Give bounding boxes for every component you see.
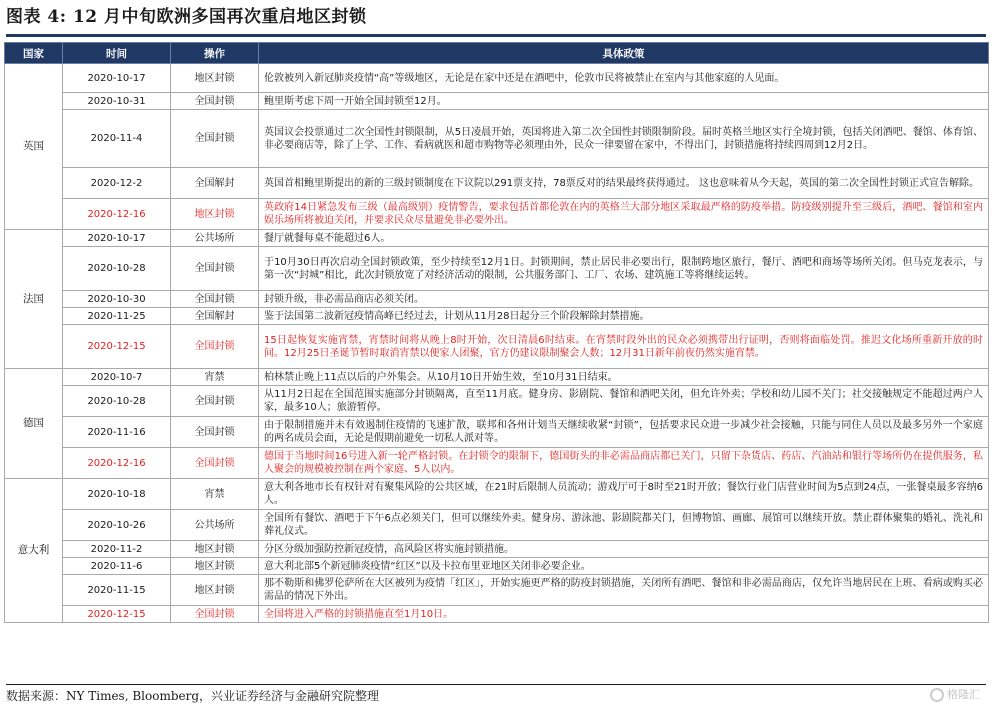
watermark-text: 格隆汇 — [947, 688, 980, 701]
policy-cell: 鉴于法国第二波新冠疫情高峰已经过去，计划从11月28日起分三个阶段解除封禁措施。 — [259, 308, 989, 325]
action-cell: 全国封锁 — [171, 417, 259, 448]
header-country: 国家 — [5, 43, 63, 64]
table-row — [5, 64, 989, 93]
action-cell: 宵禁 — [171, 369, 259, 386]
action-cell: 全国解封 — [171, 308, 259, 325]
policy-cell: 于10月30日再次启动全国封锁政策，至少持续至12月1日。封锁期间，禁止居民非必要出行，限制跨地区旅行，餐厅、酒吧和商场等场所关闭。但马克龙表示，与第一次“封城”相比，此次封锁放宽了对经济活动的限制，公共服务部门、工厂、农场、建筑施工等将继续运转。 — [259, 247, 989, 291]
policy-table — [4, 42, 989, 623]
table-row — [5, 448, 989, 479]
policy-cell: 柏林禁止晚上11点以后的户外集会。从10月10日开始生效，至10月31日结束。 — [259, 369, 989, 386]
table-row — [5, 606, 989, 623]
date-cell: 2020-10-28 — [63, 247, 171, 291]
action-cell: 地区封锁 — [171, 64, 259, 93]
action-cell: 全国封锁 — [171, 606, 259, 623]
date-cell: 2020-10-17 — [63, 230, 171, 247]
policy-cell: 餐厅就餐每桌不能超过6人。 — [259, 230, 989, 247]
policy-cell: 分区分级加强防控新冠疫情，高风险区将实施封锁措施。 — [259, 541, 989, 558]
table-row — [5, 386, 989, 417]
date-cell: 2020-10-26 — [63, 510, 171, 541]
table-row — [5, 93, 989, 110]
watermark — [930, 686, 980, 704]
policy-cell: 封锁升级，非必需品商店必须关闭。 — [259, 291, 989, 308]
date-cell: 2020-10-18 — [63, 479, 171, 510]
table-row — [5, 110, 989, 168]
policy-cell: 15日起恢复实施宵禁，宵禁时间将从晚上8时开始，次日清晨6时结束。在宵禁时段外出的民众必须携带出行证明，否则将面临处罚。推迟文化场所重新开放的时间。12月25日圣诞节暂时取消宵禁以便家人团聚，官方仍建议限制聚会人数；12月31日新年前夜仍然实施宵禁。 — [259, 325, 989, 369]
date-cell: 2020-11-4 — [63, 110, 171, 168]
title-divider — [6, 34, 986, 37]
policy-cell: 德国于当地时间16号进入新一轮严格封锁。在封锁令的限制下，德国街头的非必需品商店都已关门，只留下杂货店、药店、汽油站和银行等场所仍在提供服务，私人聚会的规模被控制在两个家庭、5人以内。 — [259, 448, 989, 479]
table-row — [5, 199, 989, 230]
policy-cell: 全国所有餐饮、酒吧于下午6点必须关门，但可以继续外卖。健身房、游泳池、影剧院都关门，但博物馆、画廊、展馆可以继续开放。禁止群体聚集的婚礼、洗礼和葬礼仪式。 — [259, 510, 989, 541]
header-policy: 具体政策 — [259, 43, 989, 64]
table-row — [5, 308, 989, 325]
action-cell: 全国封锁 — [171, 291, 259, 308]
policy-cell: 全国将进入严格的封锁措施直至1月10日。 — [259, 606, 989, 623]
action-cell: 公共场所 — [171, 230, 259, 247]
date-cell: 2020-10-7 — [63, 369, 171, 386]
table-row — [5, 325, 989, 369]
action-cell: 全国封锁 — [171, 93, 259, 110]
action-cell: 地区封锁 — [171, 541, 259, 558]
header-action: 操作 — [171, 43, 259, 64]
policy-cell: 英政府14日紧急发布三级（最高级别）疫情警告，要求包括首都伦敦在内的英格兰大部分地区采取最严格的防疫举措。防疫级别提升至三级后，酒吧、餐馆和室内娱乐场所将被迫关闭，并要求民众尽量避免非必要外出。 — [259, 199, 989, 230]
date-cell: 2020-11-16 — [63, 417, 171, 448]
table-header-row — [5, 43, 989, 64]
date-cell: 2020-12-15 — [63, 325, 171, 369]
policy-cell: 英国首相鲍里斯提出的新的三级封锁制度在下议院以291票支持，78票反对的结果最终获得通过。 这也意味着从今天起，英国的第二次全国性封锁正式宣告解除。 — [259, 168, 989, 199]
date-cell: 2020-11-25 — [63, 308, 171, 325]
policy-cell: 伦敦被列入新冠肺炎疫情“高”等级地区，无论是在家中还是在酒吧中，伦敦市民将被禁止在室内与其他家庭的人见面。 — [259, 64, 989, 93]
action-cell: 地区封锁 — [171, 199, 259, 230]
policy-cell: 从11月2日起在全国范围实施部分封锁隔离，直至11月底。健身房、影剧院、餐馆和酒吧关闭，但允许外卖；学校和幼儿园不关门；社交接触规定不能超过两户人家，最多10人；旅游暂停。 — [259, 386, 989, 417]
country-cell: 英国 — [5, 64, 63, 230]
table-row — [5, 230, 989, 247]
action-cell: 全国封锁 — [171, 386, 259, 417]
action-cell: 全国封锁 — [171, 110, 259, 168]
policy-cell: 那不勒斯和佛罗伦萨所在大区被列为疫情「红区」，开始实施更严格的防疫封锁措施，关闭所有酒吧、餐馆和非必需品商店，仅允许当地居民在上班、看病或购买必需品的情况下外出。 — [259, 575, 989, 606]
table-row — [5, 558, 989, 575]
table-body — [5, 64, 989, 623]
source-note: 数据来源：NY Times, Bloomberg，兴业证券经济与金融研究院整理 — [6, 689, 380, 703]
footer — [6, 684, 986, 706]
date-cell: 2020-12-16 — [63, 199, 171, 230]
table-row — [5, 575, 989, 606]
action-cell: 地区封锁 — [171, 558, 259, 575]
table-row — [5, 541, 989, 558]
action-cell: 地区封锁 — [171, 575, 259, 606]
country-cell: 意大利 — [5, 479, 63, 623]
date-cell: 2020-10-30 — [63, 291, 171, 308]
action-cell: 公共场所 — [171, 510, 259, 541]
action-cell: 宵禁 — [171, 479, 259, 510]
policy-cell: 鲍里斯考虑下周一开始全国封锁至12月。 — [259, 93, 989, 110]
policy-cell: 意大利北部5个新冠肺炎疫情“红区”以及卡拉布里亚地区关闭非必要企业。 — [259, 558, 989, 575]
table-row — [5, 510, 989, 541]
date-cell: 2020-11-6 — [63, 558, 171, 575]
policy-cell: 意大利各地市长有权针对有聚集风险的公共区域，在21时后限制人员流动；游戏厅可于8时至21时开放；餐饮行业门店营业时间为5点到24点，一张餐桌最多容纳6人。 — [259, 479, 989, 510]
footer-divider — [6, 684, 986, 685]
date-cell: 2020-12-2 — [63, 168, 171, 199]
date-cell: 2020-10-17 — [63, 64, 171, 93]
table-row — [5, 417, 989, 448]
table-row — [5, 369, 989, 386]
action-cell: 全国封锁 — [171, 325, 259, 369]
date-cell: 2020-11-2 — [63, 541, 171, 558]
table-row — [5, 479, 989, 510]
table-row — [5, 247, 989, 291]
date-cell: 2020-10-31 — [63, 93, 171, 110]
date-cell: 2020-12-16 — [63, 448, 171, 479]
date-cell: 2020-12-15 — [63, 606, 171, 623]
table-row — [5, 168, 989, 199]
page-title: 图表 4: 12 月中旬欧洲多国再次重启地区封锁 — [6, 7, 367, 27]
action-cell: 全国封锁 — [171, 448, 259, 479]
date-cell: 2020-11-15 — [63, 575, 171, 606]
table-row — [5, 291, 989, 308]
policy-cell: 英国议会投票通过二次全国性封锁限制，从5日凌晨开始，英国将进入第二次全国性封锁限制阶段。届时英格兰地区实行全境封锁，包括关闭酒吧、餐馆、体育馆、非必要商店等，除了上学、工作、看病就医和超市购物等必须理由外，民众一律要留在家中，不得出门，封锁措施将持续四周到12月2日。 — [259, 110, 989, 168]
policy-cell: 由于限制措施并未有效遏制住疫情的飞速扩散，联邦和各州计划当天继续收紧“封锁”，包括要求民众进一步减少社会接触，只能与同住人员以及最多另外一个家庭的两名成员会面，无论是假期前避免一切私人派对等。 — [259, 417, 989, 448]
country-cell: 德国 — [5, 369, 63, 479]
watermark-logo-icon — [930, 688, 944, 702]
action-cell: 全国封锁 — [171, 247, 259, 291]
action-cell: 全国解封 — [171, 168, 259, 199]
header-date: 时间 — [63, 43, 171, 64]
date-cell: 2020-10-28 — [63, 386, 171, 417]
policy-table-container — [4, 42, 988, 672]
country-cell: 法国 — [5, 230, 63, 369]
title-bar — [6, 4, 986, 34]
